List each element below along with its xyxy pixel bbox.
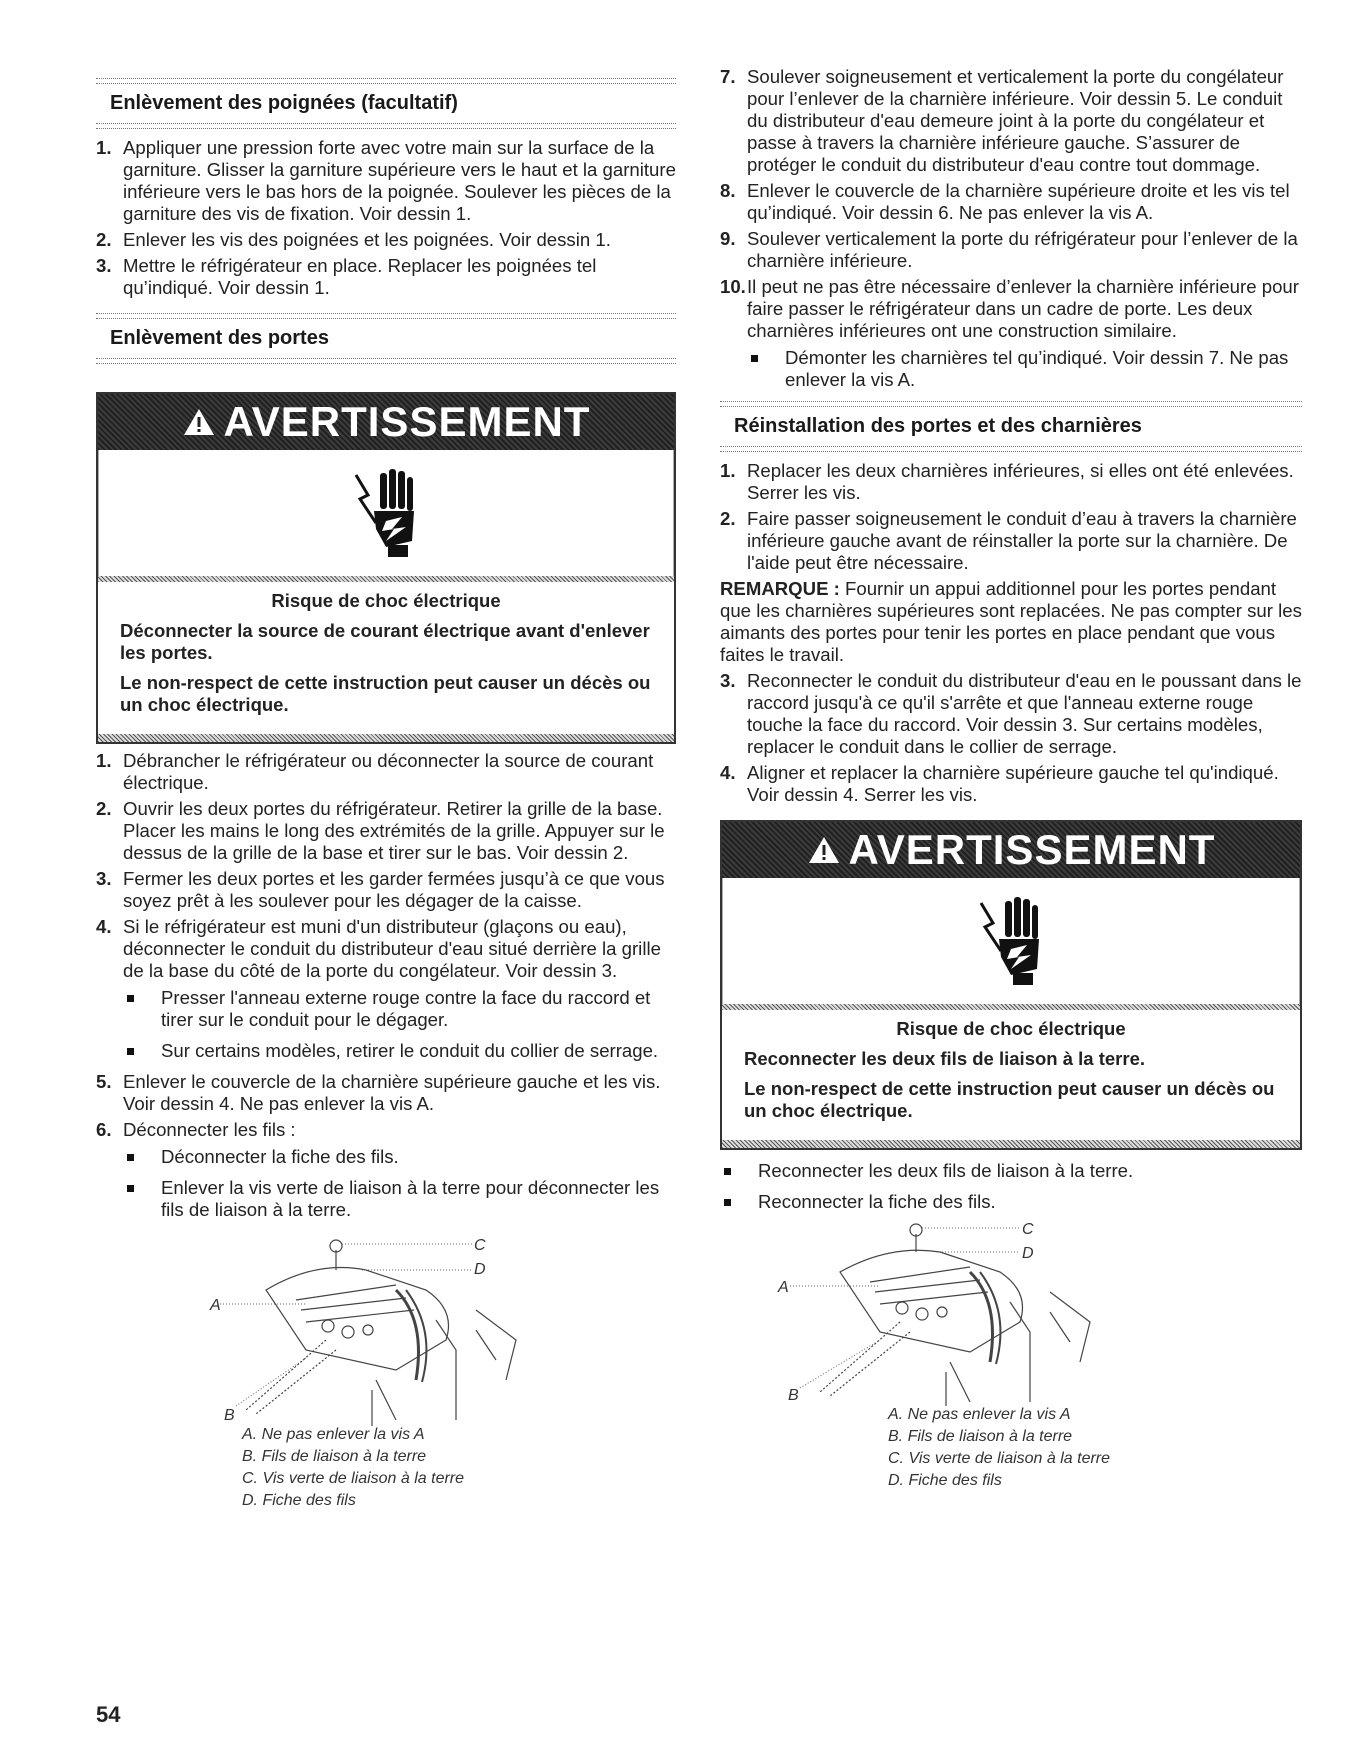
- list-item: 2. Ouvrir les deux portes du réfrigérateur. Retirer la grille de la base. Placer les mains le long des extrémités de la grille. Appuyer sur le dessus de la grille de la base et tirer sur le bas. Voir dessin 2.: [96, 798, 665, 863]
- caption-line: D. Fiche des fils: [242, 1492, 356, 1509]
- label-b: B: [224, 1407, 235, 1424]
- shock-hazard-area: [98, 450, 674, 576]
- list-item: 10. Il peut ne pas être nécessaire d’enlever la charnière inférieure pour faire passer le réfrigérateur dans un cadre de porte. Les deux charnières inférieures ont une construction similaire. Démonter les charnières tel qu’indiqué. Voir dessin 7. Ne pas enlever la vis A.: [720, 276, 1302, 391]
- bullet-list: [123, 987, 676, 1062]
- note-paragraph: [720, 578, 1302, 666]
- caption-line: A. Ne pas enlever la vis A: [242, 1426, 425, 1443]
- list-item: 6. Déconnecter les fils : Déconnecter la fiche des fils. Enlever la vis verte de liaison à la terre pour déconnecter les fils de liaison à la terre.: [96, 1119, 676, 1221]
- warning-separator: [722, 1140, 1300, 1148]
- list-item: 1. Replacer les deux charnières inférieures, si elles ont été enlevées. Serrer les vis.: [720, 460, 1294, 503]
- warning-consequence: Le non-respect de cette instruction peut causer un décès ou un choc électrique.: [744, 1078, 1275, 1121]
- bullet-list: [747, 347, 1302, 391]
- hinge-wiring-figure-left: [96, 1230, 676, 1426]
- list-item: 4. Aligner et replacer la charnière supérieure gauche tel qu'indiqué. Voir dessin 4. Serrer les vis.: [720, 762, 1279, 805]
- bullet-item: Reconnecter les deux fils de liaison à la terre.: [720, 1160, 1302, 1182]
- warning-title: AVERTISSEMENT: [848, 826, 1216, 873]
- list-item: 9. Soulever verticalement la porte du réfrigérateur pour l’enlever de la charnière inférieure.: [720, 228, 1298, 271]
- caption-line: C. Vis verte de liaison à la terre: [888, 1450, 1111, 1467]
- warning-box: [720, 820, 1302, 1150]
- caption-line: B. Fils de liaison à la terre: [242, 1448, 427, 1465]
- reconnect-bullets-wrapper: [720, 1160, 1302, 1213]
- label-c: C: [1022, 1222, 1034, 1238]
- bullet-list: [123, 1146, 676, 1221]
- label-d: D: [474, 1261, 486, 1278]
- warning-box: [96, 392, 676, 744]
- list-item: 3. Reconnecter le conduit du distributeur d'eau en le poussant dans le raccord jusqu'à ce qu'il s'arrête et que l'anneau externe rouge touche la face du raccord. Voir dessin 3. Sur certains modèles, replacer le conduit dans le collier de serrage.: [720, 670, 1302, 757]
- section-rule: [96, 358, 676, 364]
- caption-line: D. Fiche des fils: [888, 1472, 1002, 1489]
- warning-separator: [98, 734, 674, 742]
- list-item: 3. Fermer les deux portes et les garder fermées jusqu’à ce que vous soyez prêt à les soulever pour les dégager de la caisse.: [96, 868, 665, 911]
- bullet-item: Déconnecter la fiche des fils.: [123, 1146, 676, 1168]
- reinstall-steps: [720, 460, 1302, 574]
- list-item: 1. Débrancher le réfrigérateur ou déconnecter la source de courant électrique.: [96, 750, 654, 793]
- list-item: 8. Enlever le couvercle de la charnière supérieure droite et les vis tel qu’indiqué. Voir dessin 6. Ne pas enlever la vis A.: [720, 180, 1290, 223]
- list-item: 5. Enlever le couvercle de la charnière supérieure gauche et les vis. Voir dessin 4. Ne pas enlever la vis A.: [96, 1071, 661, 1114]
- warning-message: [98, 582, 674, 734]
- warning-banner: [98, 394, 674, 450]
- bullet-item: Sur certains modèles, retirer le conduit du collier de serrage.: [123, 1040, 676, 1062]
- caption-line: C. Vis verte de liaison à la terre: [242, 1470, 465, 1487]
- list-item: 2. Enlever les vis des poignées et les poignées. Voir dessin 1.: [96, 229, 611, 250]
- note-text: Fournir un appui additionnel pour les portes pendant que les charnières supérieures sont replacées. Ne pas compter sur les aimants des portes pour tenir les portes en place pendant que vous faites le travail.: [720, 578, 1302, 665]
- section-rule: [720, 446, 1302, 452]
- list-item: 1. Appliquer une pression forte avec votre main sur la surface de la garniture. Glisser la garniture supérieure vers le haut et la garniture inférieure vers le bas hors de la poignée. Soulever les pièces de la garniture des vis de fixation. Voir dessin 1.: [96, 137, 676, 224]
- bullet-item: Reconnecter la fiche des fils.: [720, 1191, 1302, 1213]
- section-heading-handles: Enlèvement des poignées (facultatif): [110, 92, 458, 114]
- caption-line: B. Fils de liaison à la terre: [888, 1428, 1073, 1445]
- list-item: 3. Mettre le réfrigérateur en place. Replacer les poignées tel qu’indiqué. Voir dessin 1.: [96, 255, 597, 298]
- list-item: 2. Faire passer soigneusement le conduit d’eau à travers la charnière inférieure gauche avant de réinstaller la porte sur la charnière. De l'aide peut être nécessaire.: [720, 508, 1297, 573]
- label-d: D: [1022, 1245, 1034, 1262]
- list-item: 4. Si le réfrigérateur est muni d'un distributeur (glaçons ou eau), déconnecter le conduit du distributeur d'eau situé derrière la grille de la base du côté de la porte du congélateur. Voir dessin 3. Presser l'anneau externe rouge contre la face du raccord et tirer sur le conduit pour le dégager. Sur certains modèles, retirer le conduit du collier de serrage.: [96, 916, 676, 1062]
- section-rule: [720, 401, 1302, 407]
- warning-message: [722, 1010, 1300, 1140]
- section-heading-doors: Enlèvement des portes: [110, 327, 329, 349]
- warning-triangle-icon: [182, 407, 216, 437]
- door-steps: [96, 750, 676, 1221]
- list-item: 7. Soulever soigneusement et verticalement la porte du congélateur pour l’enlever de la charnière inférieure. Voir dessin 5. Le conduit du distributeur d'eau demeure joint à la porte du congélateur et passe à travers la charnière inférieure gauche. S’assurer de protéger le conduit du distributeur d'eau contre tout dommage.: [720, 66, 1284, 175]
- list-item: [720, 1160, 1302, 1213]
- bullet-list: [720, 1160, 1302, 1213]
- hinge-diagram: [720, 1222, 1302, 1406]
- section-rule: [96, 123, 676, 129]
- shock-hazard-area: [722, 878, 1300, 1004]
- label-c: C: [474, 1237, 486, 1254]
- hinge-wiring-figure-right: [720, 1222, 1302, 1406]
- door-removal-steps-continued: [720, 66, 1302, 391]
- warning-instruction: Reconnecter les deux fils de liaison à la terre.: [744, 1048, 1145, 1069]
- label-a: A: [778, 1279, 789, 1296]
- reinstall-steps-continued: [720, 670, 1302, 806]
- bullet-item: Démonter les charnières tel qu’indiqué. Voir dessin 7. Ne pas enlever la vis A.: [747, 347, 1302, 391]
- warning-banner: [722, 822, 1300, 878]
- warning-consequence: Le non-respect de cette instruction peut causer un décès ou un choc électrique.: [120, 672, 651, 715]
- warning-triangle-icon: [807, 835, 841, 865]
- bullet-item: Presser l'anneau externe rouge contre la face du raccord et tirer sur le conduit pour le dégager.: [123, 987, 676, 1031]
- warning-instruction: Déconnecter la source de courant électrique avant d'enlever les portes.: [120, 620, 650, 663]
- hazard-label: Risque de choc électrique: [271, 590, 501, 611]
- hazard-label: Risque de choc électrique: [896, 1018, 1126, 1039]
- warning-title: AVERTISSEMENT: [223, 398, 591, 445]
- label-b: B: [788, 1387, 799, 1404]
- label-a: A: [210, 1297, 221, 1314]
- left-column: [96, 78, 676, 1512]
- section-rule: [96, 313, 676, 319]
- figure-caption: [888, 1404, 1302, 1492]
- section-heading-reinstall: Réinstallation des portes et des charnières: [734, 415, 1142, 437]
- note-label: REMARQUE :: [720, 578, 840, 599]
- page-number: 54: [96, 1702, 121, 1727]
- hinge-diagram: [96, 1230, 676, 1426]
- handle-steps: [96, 137, 676, 299]
- electric-shock-hand-icon: [346, 465, 426, 561]
- caption-line: A. Ne pas enlever la vis A: [888, 1406, 1071, 1423]
- right-column: [720, 66, 1302, 1492]
- electric-shock-hand-icon: [971, 893, 1051, 989]
- figure-caption: [242, 1424, 676, 1512]
- bullet-item: Enlever la vis verte de liaison à la terre pour déconnecter les fils de liaison à la terre.: [123, 1177, 676, 1221]
- section-rule: [96, 78, 676, 84]
